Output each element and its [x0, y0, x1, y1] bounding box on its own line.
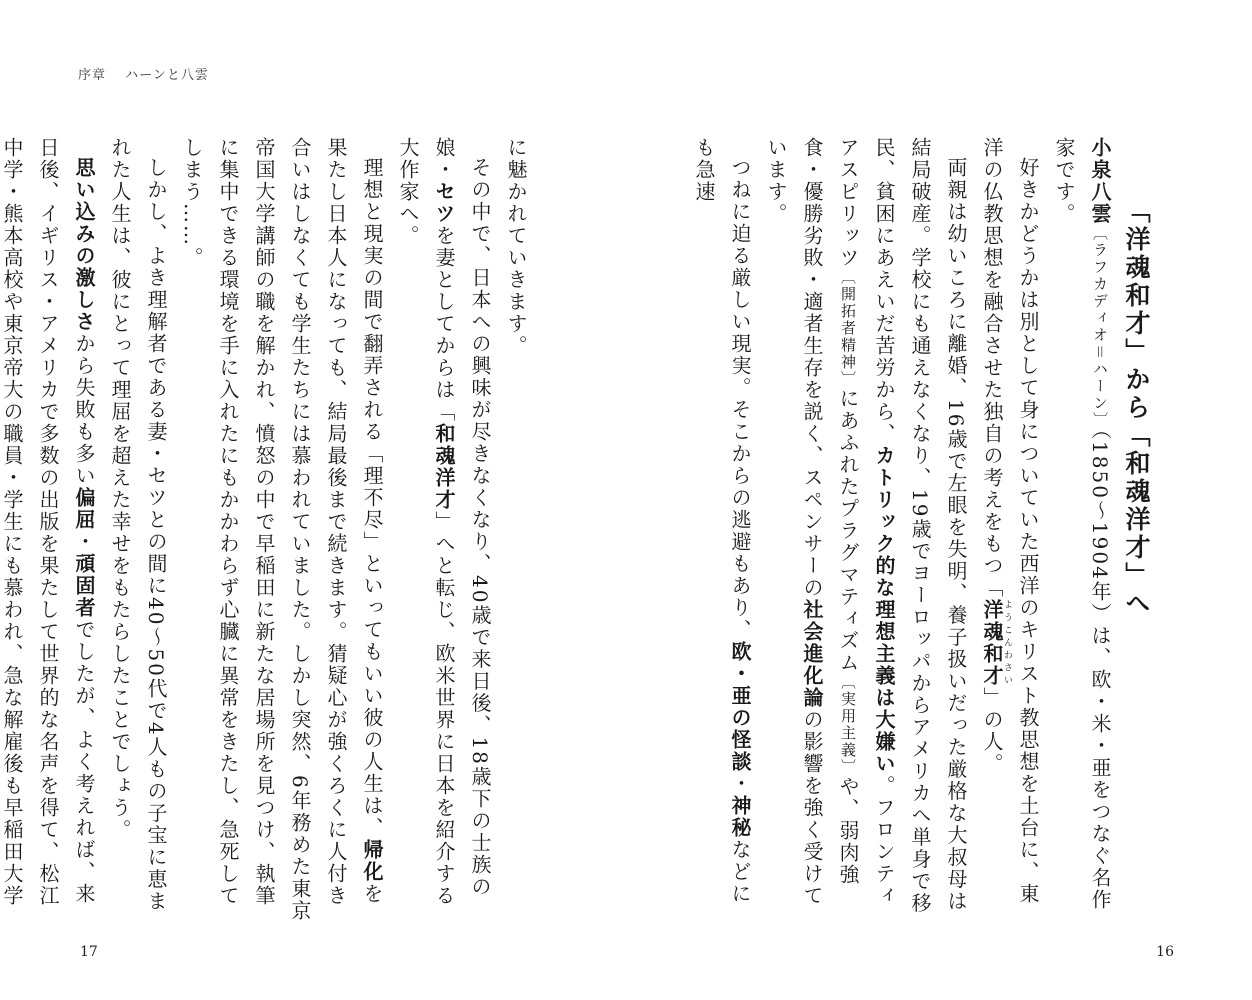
emphasis-term: 洋魂和才ようこんわさい: [980, 599, 1012, 687]
right_page-paragraph: [974, 137, 1046, 923]
right-body-text: [692, 137, 1154, 923]
text-run: 。フロンティアスピリッツ: [836, 137, 896, 907]
emphasis-term: 帰化: [360, 839, 384, 883]
text-run: にあふれたプラグマティズム: [836, 388, 860, 674]
left_page-paragraph: [102, 137, 174, 923]
lead-paragraph: [1046, 137, 1118, 923]
text-run: 」へと転じ、欧米世界に日本を紹介する大作家へ。: [396, 137, 456, 907]
text-run: つねに迫る厳しい現実。そこからの逃避もあり、: [728, 157, 752, 641]
left_page-paragraph: [498, 137, 534, 923]
section-heading: 「洋魂和才」から「和魂洋才」へ: [1122, 198, 1151, 618]
left_page-paragraph: [0, 137, 102, 923]
text-run: から失敗も多い: [72, 333, 96, 487]
right_page-paragraph: [686, 137, 758, 923]
emphasis-term: 思い込みの激しさ: [72, 157, 96, 333]
chapter-label: 序章: [78, 68, 107, 83]
page-number-left: 17: [80, 944, 98, 960]
ruby-reading: ようこんわさい: [1002, 599, 1012, 687]
text-run: ・: [728, 773, 752, 795]
page-number-right: 16: [1156, 944, 1174, 960]
text-run: などにも急速: [692, 137, 752, 905]
text-run: しかし、よき理解者である妻・セツとの間に40～50代で4人もの子宝に恵まれた人生は、彼にとって理屈を超えた幸せをもたらしたことでしょう。: [108, 137, 168, 913]
text-run: 理想と現実の間で翻弄される「理不尽」といってもいい彼の人生は、: [360, 157, 384, 839]
inline-note: 〔実用主義〕: [839, 674, 857, 776]
emphasis-term: カトリック的な理想主義は大嫌い: [872, 445, 896, 775]
text-run: 好きかどうかは別として身についていた西洋のキリスト教思想を土台に、東洋の仏教思想を融合させた独自の考えをもつ「: [980, 137, 1040, 905]
emphasis-term: 社会進化論: [800, 599, 824, 709]
text-run: 両親は幼いころに離婚、16歳で左眼を失明、養子扱いだった厳格な大叔母は結局破産。学校にも通えなくなり、19歳でヨーロッパからアメリカへ単身で移民、貧困にあえいだ苦労から、: [872, 137, 968, 915]
emphasis-term: 神秘: [728, 795, 752, 839]
text-run: の影響を強く受けています。: [764, 137, 824, 907]
emphasis-term: 偏屈: [72, 487, 96, 531]
text-run: その中で、日本への興味が尽きなくなり、40歳で来日後、18歳下の士族の娘・: [432, 137, 492, 898]
inline-note: 〔開拓者精神〕: [839, 269, 857, 388]
right_page-paragraph: [758, 137, 974, 923]
text-run: でしたが、よく考えれば、来日後、イギリス・アメリカで多数の出版を果たして世界的な名声を得て、松江中学・熊本高校や東京帝大の職員・学生にも慕われ、急な解雇後も早稲田大学: [0, 137, 96, 907]
text-run: を果たし日本人になっても、結局最後まで続きます。猜疑心が強くろくに人付き合いはしなくても学生たちには慕われていました。しかし突然、6年務めた東京帝国大学講師の職を解かれ、憤怒の中で早稲田に新たな居場所を見つけ、執筆に集中できる環境を手に入れたにもかかわらず心臓に異常をきたし、急死してしまう……。: [180, 137, 384, 922]
text-run: ・: [72, 531, 96, 553]
left_page-paragraph: [390, 137, 498, 923]
text-run: に魅かれていきます。: [504, 137, 528, 357]
lead-tail: 名作家です。: [1052, 137, 1112, 911]
lead-name: 小泉八雲: [1088, 137, 1112, 225]
lead-rest: （1850～1904年）は、欧・米・亜をつなぐ: [1088, 429, 1112, 867]
emphasis-term: 欧・亜の怪談: [728, 641, 752, 773]
text-run: や、弱肉強食・優勝劣敗・適者生存を説く、スペンサーの: [800, 137, 860, 886]
text-run: 」の人。: [980, 687, 1004, 775]
lead-note: 〔ラフカディオ＝ハーン〕: [1091, 225, 1109, 430]
left-body-text: [0, 137, 534, 923]
emphasis-term: 頑固者: [72, 553, 96, 619]
text-run: を妻としてからは「: [432, 225, 456, 423]
emphasis-term: 和魂洋才: [432, 423, 456, 511]
left_page-paragraph: [174, 137, 390, 923]
running-head: [78, 64, 209, 83]
chapter-title: ハーンと八雲: [125, 68, 209, 83]
right-page: [626, 0, 1252, 1000]
emphasis-term: セツ: [432, 181, 456, 225]
